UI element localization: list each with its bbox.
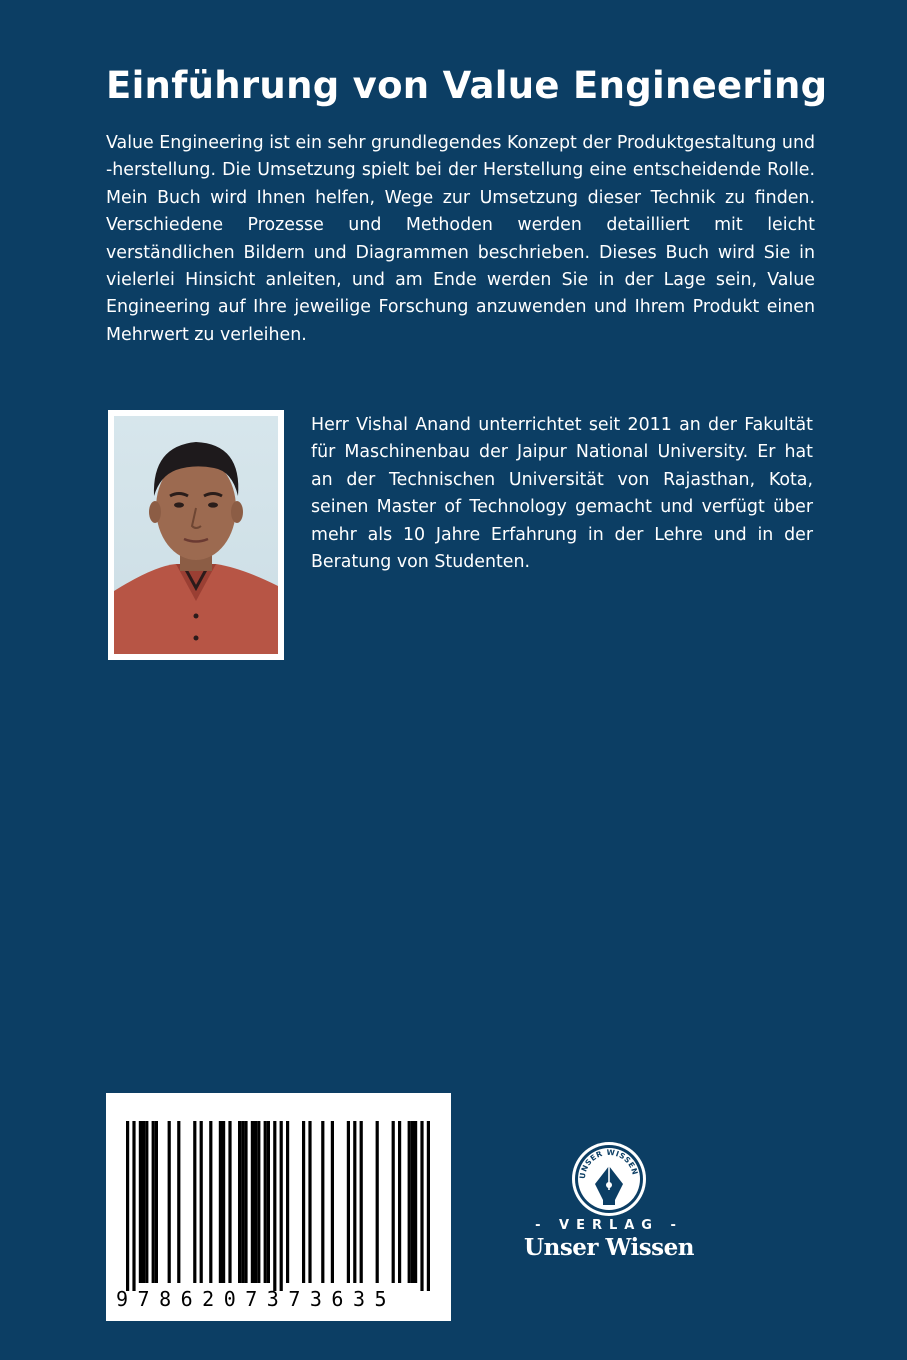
barcode-bar [200,1121,203,1283]
barcode-bar [376,1121,379,1283]
barcode-bar [392,1121,395,1283]
barcode-bar [264,1121,267,1283]
book-description: Value Engineering ist ein sehr grundlegendes Konzept der Produktgestaltung und -herstellung. Die Umsetzung spielt bei der Herstellung eine entscheidende Rolle. Mein Buch wird Ihnen helfen, Wege zur Umsetzung dieser Technik zu finden. Verschiedene Prozesse und Methoden werden detailliert mit leicht verständlichen Bildern und Diagrammen beschrieben. Dieses Buch wird Sie in vielerlei Hinsicht anleiten, und am Ende werden Sie in der Lage sein, Value Engineering auf Ihre jeweilige Forschung anzuwenden und Ihrem Produkt einen Mehrwert zu verleihen. [106,133,815,345]
book-title: Einführung von Value Engineering [106,64,828,107]
barcode-bar [132,1121,135,1291]
publisher-verlag-label: - VERLAG - [535,1218,683,1233]
barcode-bar [193,1121,196,1283]
publisher-ring-text: UNSER WISSEN [577,1147,640,1180]
fountain-pen-nib-icon [520,1138,698,1218]
barcode-bar [257,1121,260,1283]
barcode-bar [398,1121,401,1283]
barcode-bar [353,1121,356,1283]
barcode-bar [126,1121,129,1291]
barcode-bar [219,1121,222,1283]
barcode-bar [142,1121,145,1283]
barcode-bar [155,1121,158,1283]
barcode-bar [321,1121,324,1283]
barcode-bar [254,1121,257,1283]
author-biography: Herr Vishal Anand unterrichtet seit 2011 an der Fakultät für Maschinenbau der Jaipur National University. Er hat an der Technischen Universität von Rajasthan, Kota, seinen Master of Technology gemacht und verfügt über mehr als 10 Jahre Erfahrung in der Lehre und in der Beratung von Studenten. [311,415,813,573]
barcode-bar [408,1121,411,1283]
barcode-bar [228,1121,231,1283]
barcode-bar [222,1121,225,1283]
barcode-bar [360,1121,363,1283]
barcode-bar [273,1121,276,1291]
barcode-bar [308,1121,311,1283]
isbn-number: 9786207373635 [116,1287,397,1311]
barcode-bar [241,1121,244,1283]
publisher-logo [520,1138,698,1268]
barcode-bar [267,1121,270,1283]
barcode-bar [209,1121,212,1283]
author-photo-frame [108,410,284,660]
barcode-bar [145,1121,148,1283]
barcode-bar [427,1121,430,1291]
barcode-bar [139,1121,142,1283]
barcode-bar [411,1121,414,1283]
barcode-bar [302,1121,305,1283]
author-photo [114,416,278,654]
publisher-name: Unser Wissen [524,1234,694,1261]
barcode-bar [238,1121,241,1283]
barcode-bar [177,1121,180,1283]
barcode-bar [347,1121,350,1283]
barcode-bar [244,1121,247,1283]
barcode-bar [420,1121,423,1291]
barcode [106,1093,451,1293]
barcode-bar [286,1121,289,1283]
barcode-bar [152,1121,155,1283]
barcode-bar [251,1121,254,1283]
barcode-bar [280,1121,283,1291]
barcode-bar [168,1121,171,1283]
isbn-barcode [106,1093,451,1321]
barcode-bar [414,1121,417,1283]
barcode-bar [331,1121,334,1283]
